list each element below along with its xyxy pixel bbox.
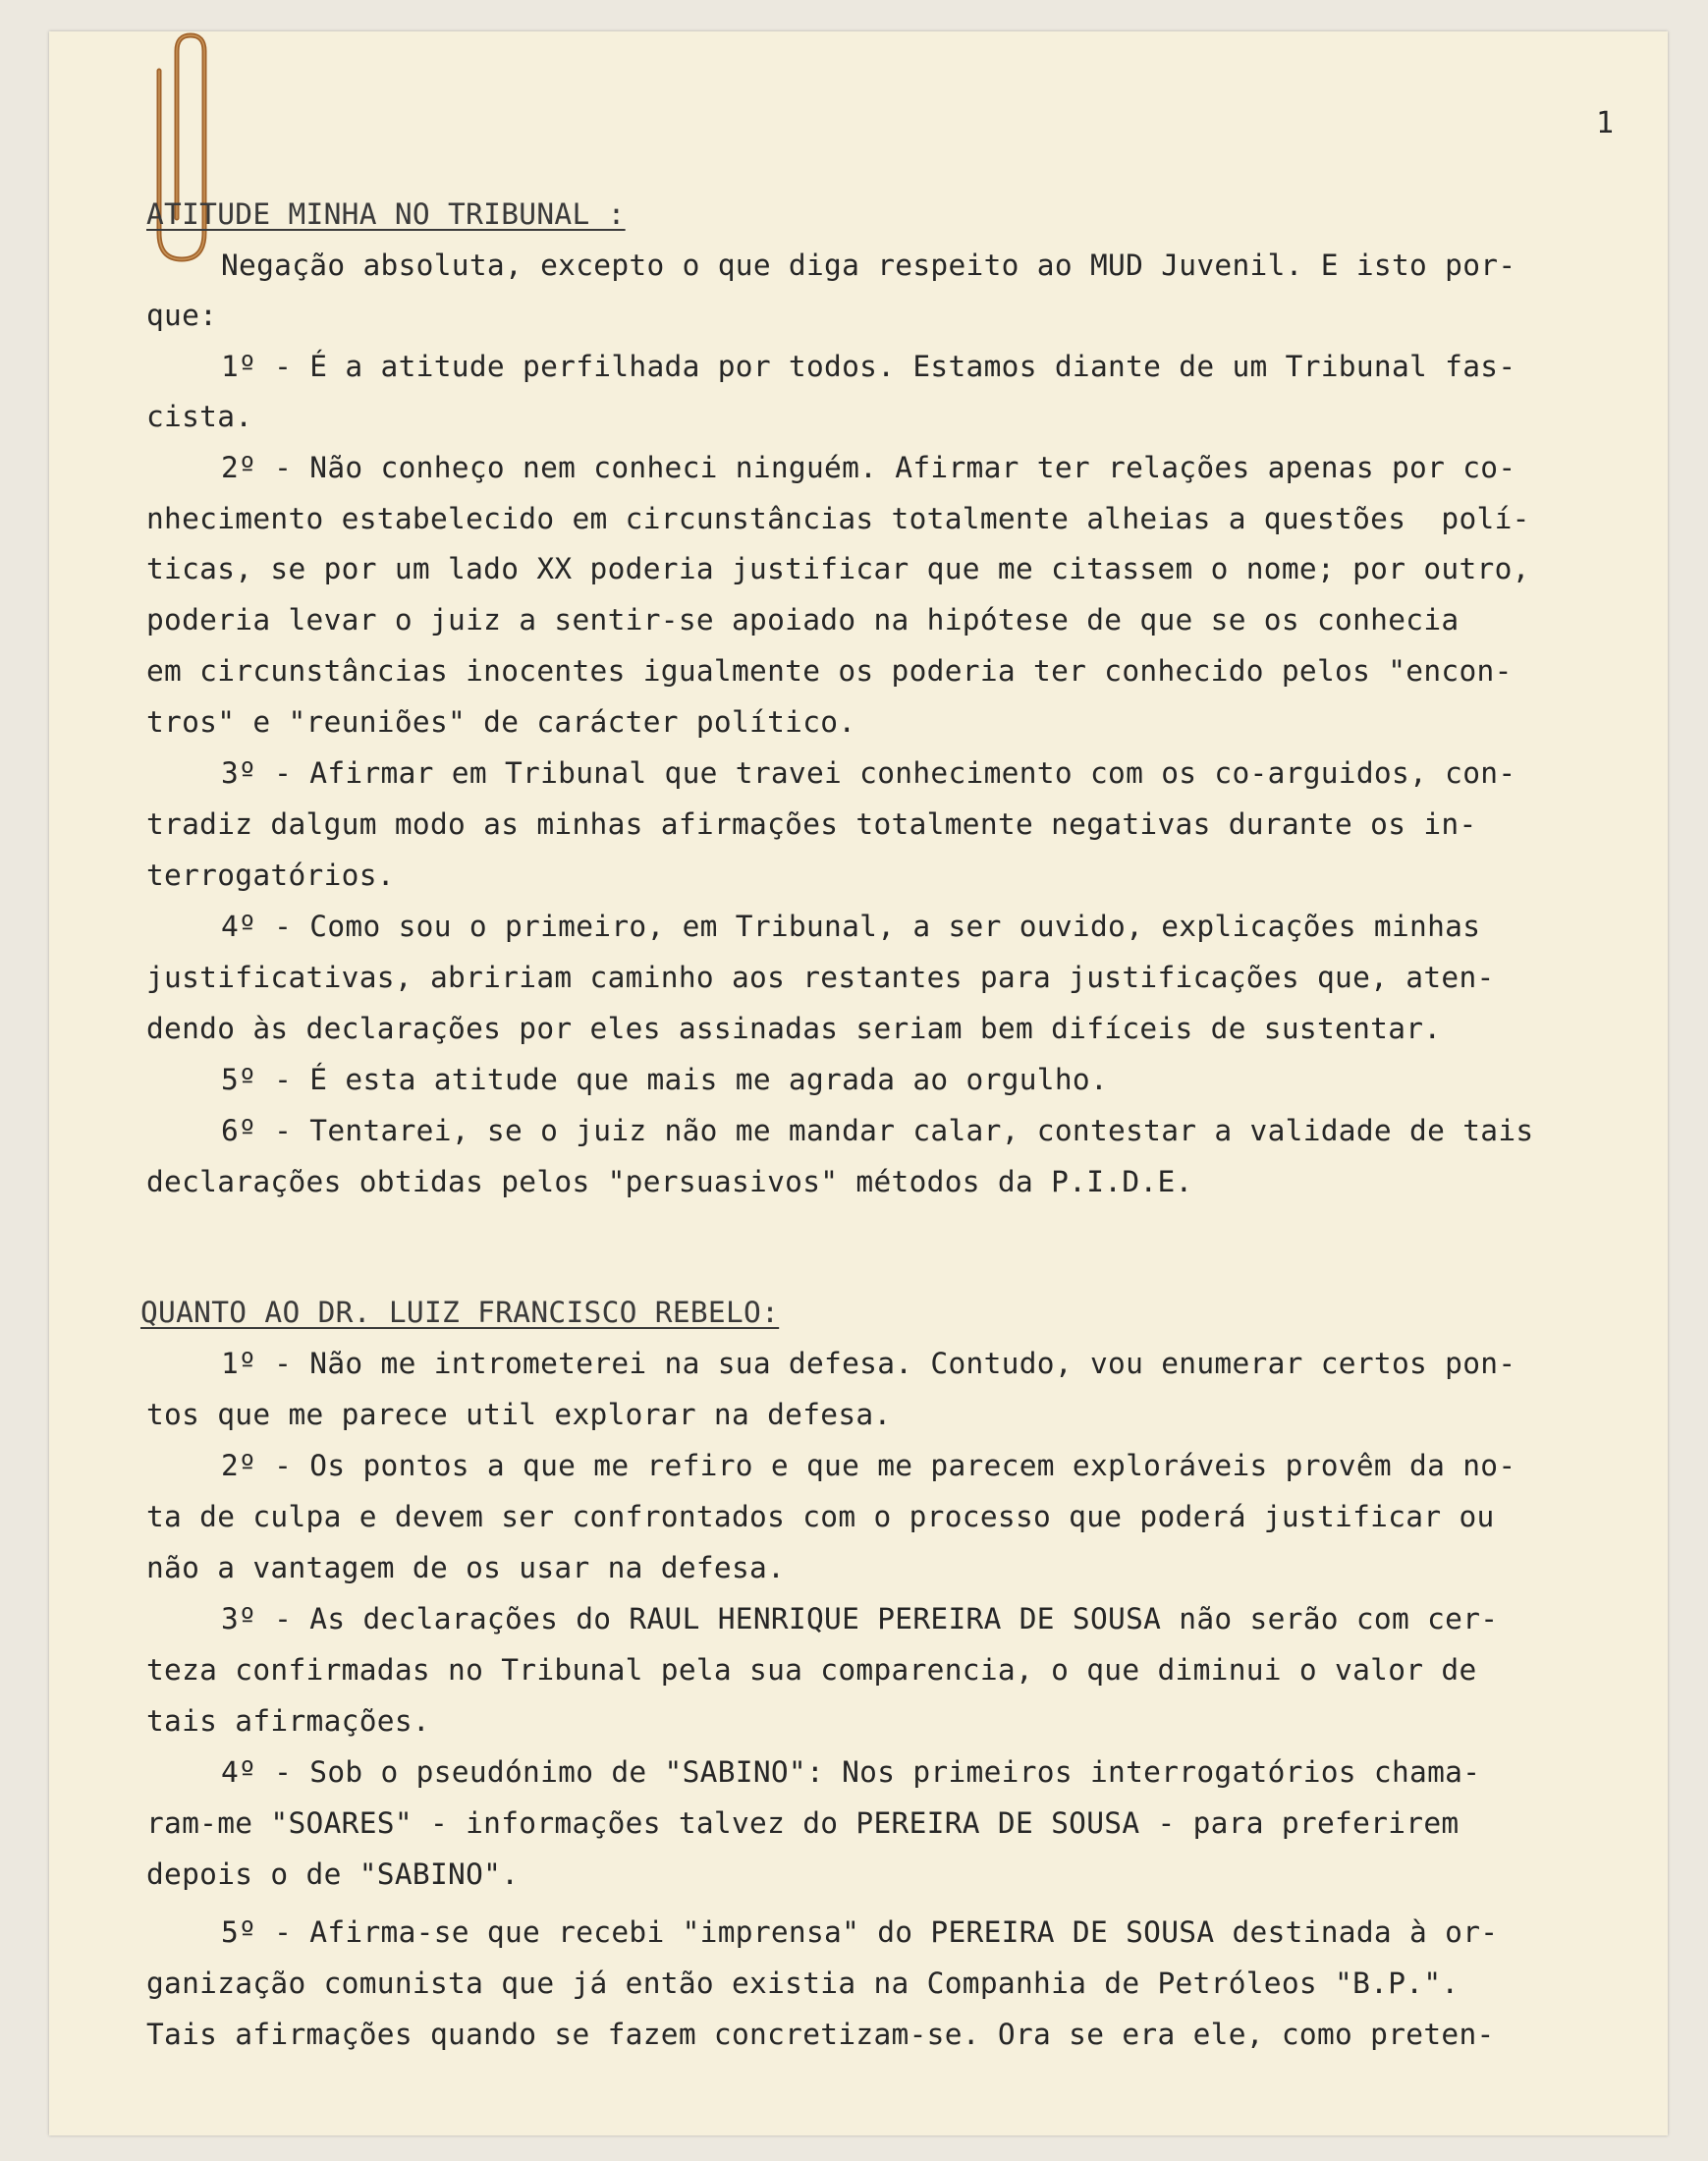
document-page (49, 31, 1668, 2135)
text-line: tradiz dalgum modo as minhas afirmações totalmente negativas durante os in- (146, 807, 1477, 841)
text-line: declarações obtidas pelos "persuasivos" métodos da P.I.D.E. (146, 1165, 1193, 1198)
text-line: 5º - Afirma-se que recebi "imprensa" do PEREIRA DE SOUSA destinada à or- (221, 1915, 1499, 1949)
text-line: não a vantagem de os usar na defesa. (146, 1551, 786, 1584)
text-line: teza confirmadas no Tribunal pela sua comparencia, o que diminui o valor de (146, 1653, 1477, 1687)
text-line: 6º - Tentarei, se o juiz não me mandar calar, contestar a validade de tais (221, 1114, 1534, 1147)
text-line: 4º - Sob o pseudónimo de "SABINO": Nos primeiros interrogatórios chama- (221, 1755, 1481, 1789)
text-line: em circunstâncias inocentes igualmente os poderia ter conhecido pelos "encon- (146, 654, 1513, 688)
text-line: depois o de "SABINO". (146, 1857, 520, 1891)
text-line: justificativas, abririam caminho aos restantes para justificações que, aten- (146, 961, 1495, 994)
text-line: ram-me "SOARES" - informações talvez do PEREIRA DE SOUSA - para preferirem (146, 1806, 1460, 1840)
page-number: 1 (1596, 106, 1615, 140)
text-line: 3º - Afirmar em Tribunal que travei conhecimento com os co-arguidos, con- (221, 756, 1516, 790)
text-line: poderia levar o juiz a sentir-se apoiado na hipótese de que se os conhecia (146, 603, 1460, 637)
text-line: Tais afirmações quando se fazem concretizam-se. Ora se era ele, como preten- (146, 2018, 1495, 2051)
text-line: ganização comunista que já então existia na Companhia de Petróleos "B.P.". (146, 1967, 1460, 2000)
text-line: 2º - Não conheço nem conheci ninguém. Afirmar ter relações apenas por co- (221, 451, 1516, 484)
text-line: 3º - As declarações do RAUL HENRIQUE PEREIRA DE SOUSA não serão com cer- (221, 1602, 1499, 1635)
text-line: nhecimento estabelecido em circunstâncias totalmente alheias a questões polí- (146, 502, 1530, 535)
text-line: tros" e "reuniões" de carácter político. (146, 705, 856, 739)
text-line: ticas, se por um lado XX poderia justificar que me citassem o nome; por outro, (146, 552, 1530, 585)
text-line: 5º - É esta atitude que mais me agrada ao orgulho. (221, 1063, 1109, 1096)
text-line: tais afirmações. (146, 1704, 430, 1738)
text-line: tos que me parece util explorar na defesa. (146, 1398, 892, 1431)
text-line: 4º - Como sou o primeiro, em Tribunal, a ser ouvido, explicações minhas (221, 910, 1481, 943)
text-line: terrogatórios. (146, 859, 395, 892)
text-line: 1º - É a atitude perfilhada por todos. Estamos diante de um Tribunal fas- (221, 350, 1516, 383)
text-line: dendo às declarações por eles assinadas seriam bem difíceis de sustentar. (146, 1012, 1442, 1045)
text-line: ta de culpa e devem ser confrontados com o processo que poderá justificar ou (146, 1500, 1495, 1533)
section-heading: ATITUDE MINHA NO TRIBUNAL : (146, 197, 626, 231)
paperclip-icon (120, 31, 228, 267)
text-line: que: (146, 299, 218, 332)
text-line: Negação absoluta, excepto o que diga respeito ao MUD Juvenil. E isto por- (221, 249, 1516, 282)
section-heading: QUANTO AO DR. LUIZ FRANCISCO REBELO: (140, 1296, 780, 1329)
text-line: cista. (146, 400, 253, 433)
text-line: 1º - Não me intrometerei na sua defesa. Contudo, vou enumerar certos pon- (221, 1347, 1516, 1380)
text-line: 2º - Os pontos a que me refiro e que me parecem exploráveis provêm da no- (221, 1449, 1516, 1482)
